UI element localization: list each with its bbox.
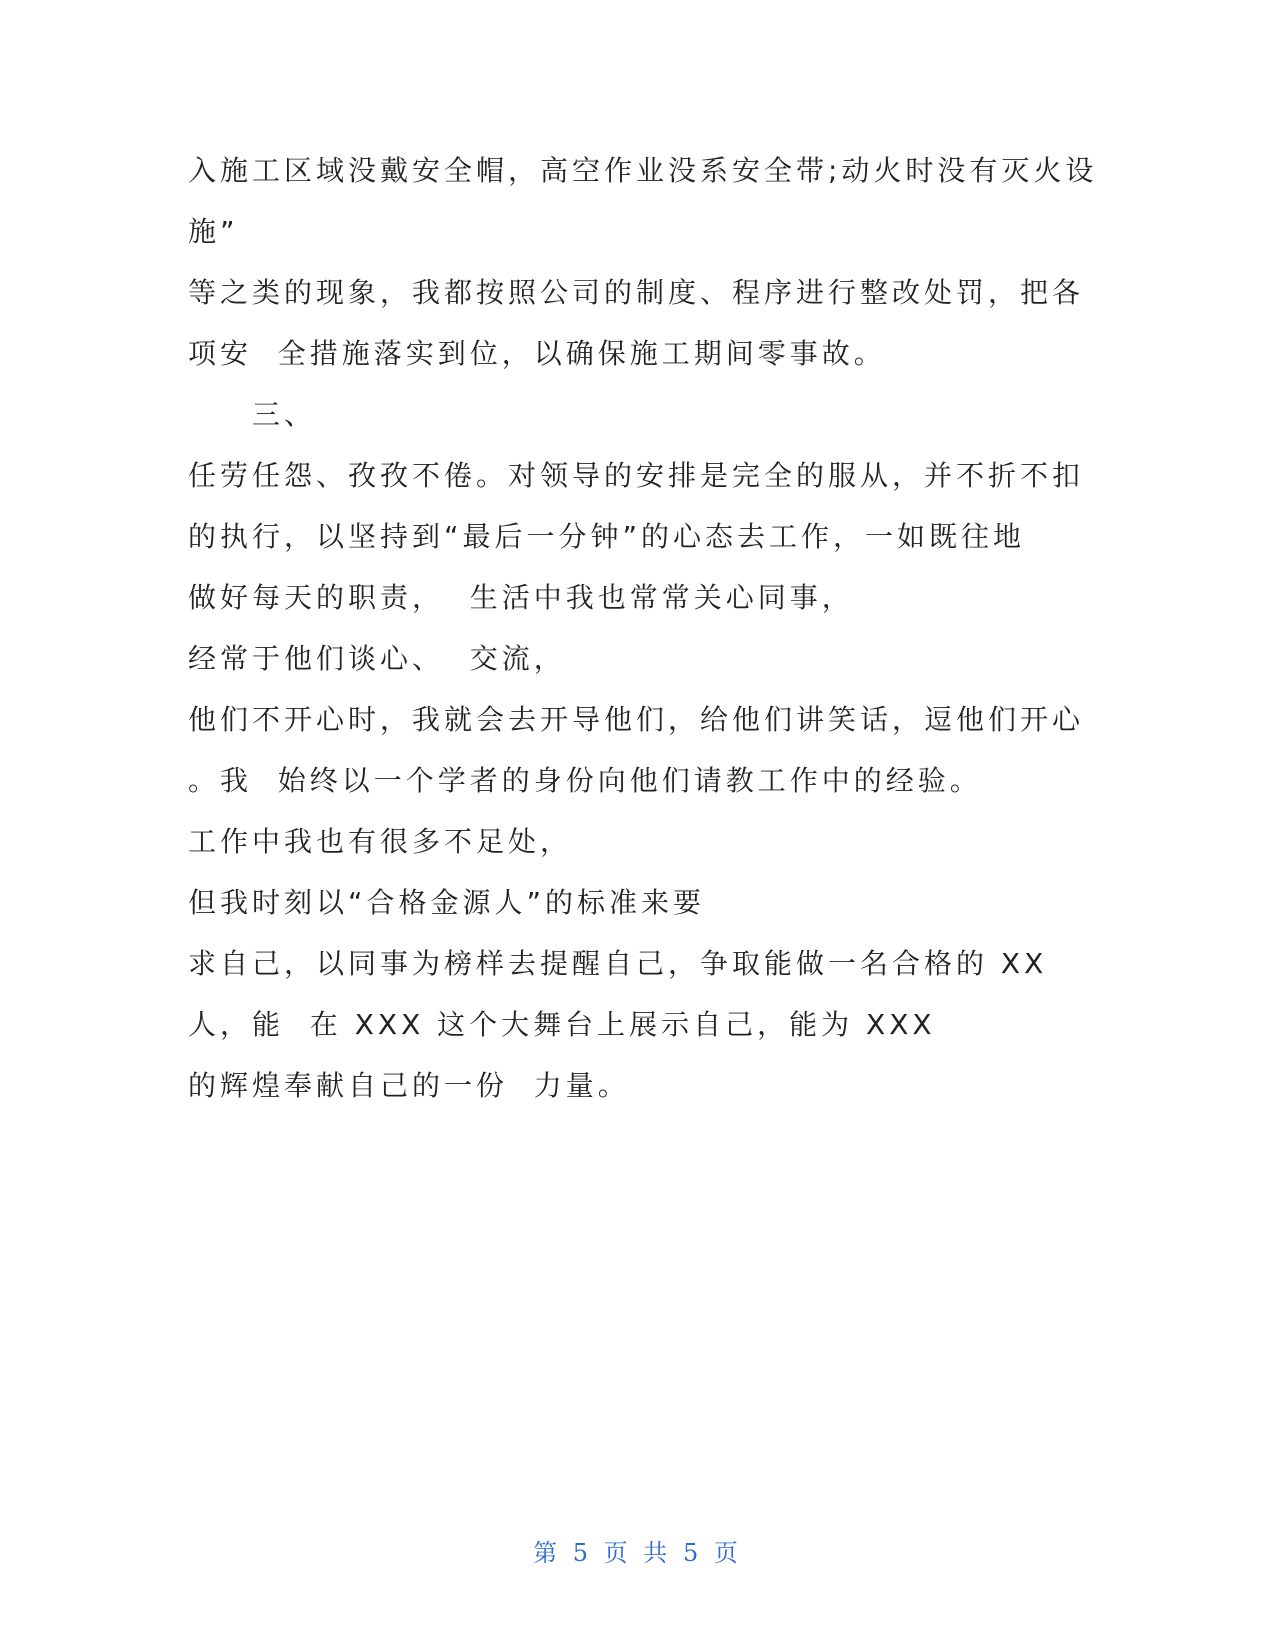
text-line: 入施工区域没戴安全帽，高空作业没系安全带;动火时没有灭火设 [188, 154, 1098, 187]
text-line: 等之类的现象，我都按照公司的制度、程序进行整改处罚，把各 [188, 276, 1085, 309]
section-heading: 三、 [252, 398, 317, 431]
page-number-footer: 第 5 页 共 5 页 [533, 1539, 742, 1567]
text-line: 工作中我也有很多不足处， [188, 825, 573, 858]
text-line: 他们不开心时，我就会去开导他们，给他们讲笑话，逗他们开心 [188, 703, 1085, 736]
text-line: 但我时刻以“合格金源人”的标准来要 [188, 886, 706, 919]
text-line: 人，能 在 XXX 这个大舞台上展示自己，能为 XXX [188, 1008, 936, 1041]
text-line: 施” [188, 215, 239, 248]
text-line: 的辉煌奉献自己的一份 力量。 [188, 1069, 630, 1102]
text-line: 的执行，以坚持到“最后一分钟”的心态去工作，一如既往地 [188, 520, 1026, 553]
body-text [188, 140, 1098, 1116]
text-line: 。我 始终以一个学者的身份向他们请教工作中的经验。 [188, 764, 982, 797]
text-line: 做好每天的职责， 生活中我也常常关心同事， [188, 581, 854, 614]
text-line: 项安 全措施落实到位，以确保施工期间零事故。 [188, 337, 886, 370]
text-line: 任劳任怨、孜孜不倦。对领导的安排是完全的服从，并不折不扣 [188, 459, 1085, 492]
text-line: 求自己，以同事为榜样去提醒自己，争取能做一名合格的 XX [188, 947, 1048, 980]
text-line: 经常于他们谈心、 交流， [188, 642, 566, 675]
